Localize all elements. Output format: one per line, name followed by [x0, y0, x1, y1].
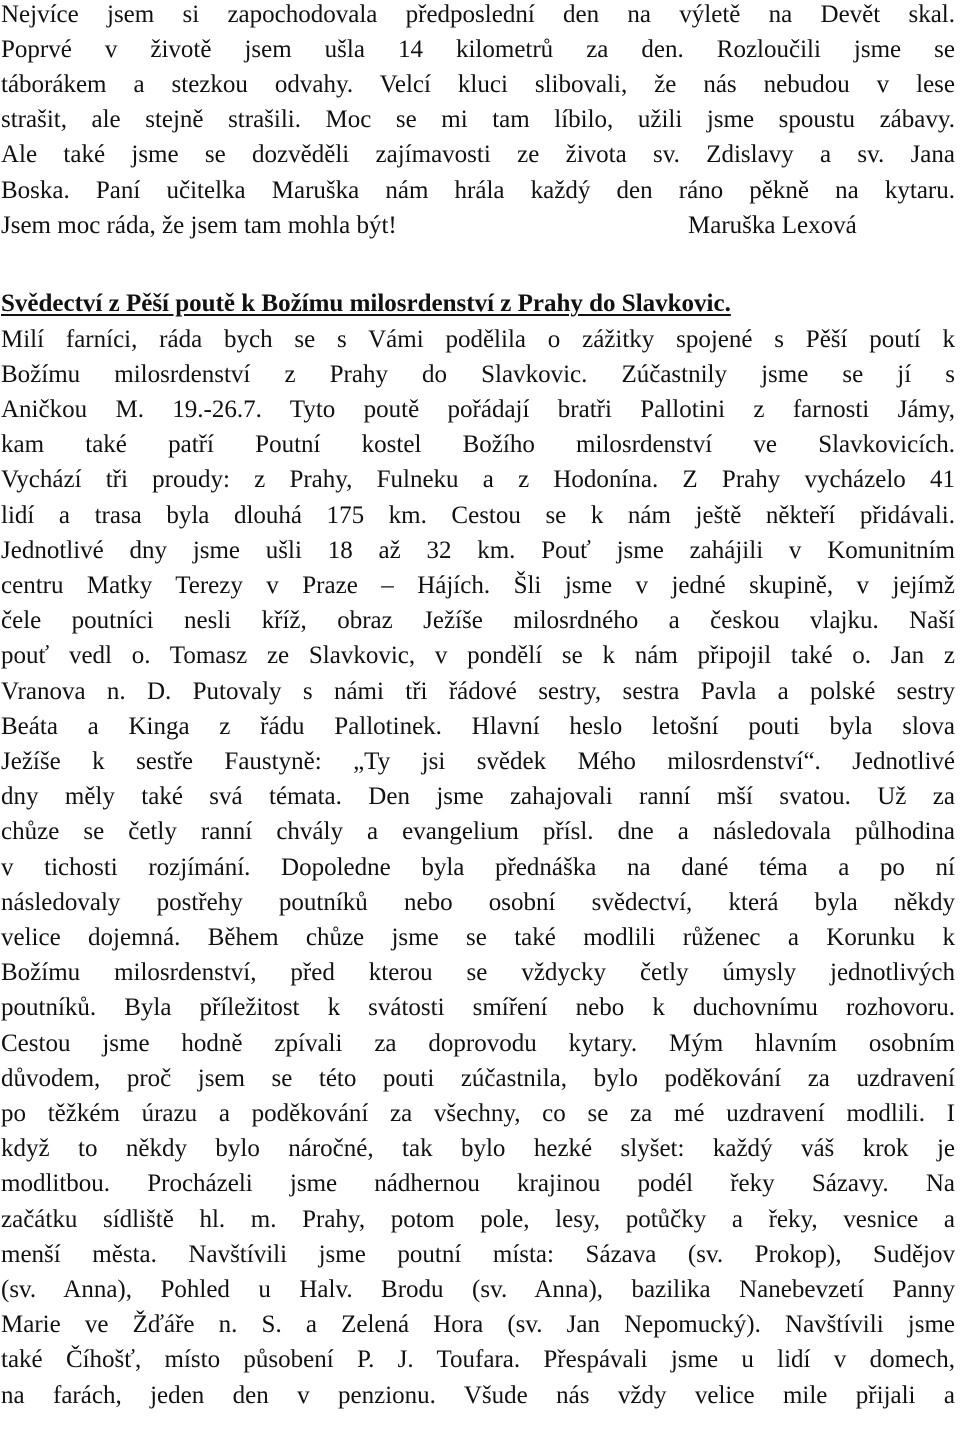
story1-line: Nejvíce jsem si zapochodovala předposlední den na výletě na Devět skal.: [1, 1, 955, 28]
story2-line: Milí farníci, ráda bych se s Vámi podělila o zážitky spojené s Pěší poutí k: [1, 326, 955, 353]
story2-line: Vychází tři proudy: z Prahy, Fulneku a z Hodonína. Z Prahy vycházelo 41: [1, 466, 955, 493]
story2-line: po těžkém úrazu a poděkování za všechny, co se za mé uzdravení modlili. I: [1, 1100, 955, 1127]
story2-line: začátku sídliště hl. m. Prahy, potom pole, lesy, potůčky a řeky, vesnice a: [1, 1206, 955, 1233]
story2-line: Božímu milosrdenství, před kterou se vždycky četly úmysly jednotlivých: [1, 959, 955, 986]
story2-line: velice dojemná. Během chůze jsme se také modlili růženec a Korunku k: [1, 924, 955, 951]
story2-line: pouť vedl o. Tomasz ze Slavkovic, v pondělí se k nám připojil také o. Jan z: [1, 642, 955, 669]
story2-line: dny měly také svá témata. Den jsme zahajovali ranní mší svatou. Už za: [1, 783, 955, 810]
story2-line: modlitbou. Procházeli jsme nádhernou krajinou podél řeky Sázavy. Na: [1, 1170, 955, 1197]
story2-line: menší města. Navštívili jsme poutní místa: Sázava (sv. Prokop), Sudějov: [1, 1241, 955, 1268]
story1-line: Poprvé v životě jsem ušla 14 kilometrů za den. Rozloučili jsme se: [1, 36, 955, 63]
story2-line: kam také patří Poutní kostel Božího milosrdenství ve Slavkovicích.: [1, 431, 955, 458]
story2-line: když to někdy bylo náročné, tak bylo hezké slyšet: každý váš krok je: [1, 1135, 955, 1162]
story2-line: Božímu milosrdenství z Prahy do Slavkovic. Zúčastnily jsme se jí s: [1, 361, 955, 388]
story1-line: Ale také jsme se dozvěděli zajímavosti ze života sv. Zdislavy a sv. Jana: [1, 141, 955, 168]
story1-line: Boska. Paní učitelka Maruška nám hrála každý den ráno pěkně na kytaru.: [1, 177, 955, 204]
story2-line: Cestou jsme hodně zpívali za doprovodu kytary. Mým hlavním osobním: [1, 1030, 955, 1057]
story2-line: lidí a trasa byla dlouhá 175 km. Cestou se k nám ještě někteří přidávali.: [1, 502, 955, 529]
story2-line: následovaly postřehy poutníků nebo osobní svědectví, která byla někdy: [1, 889, 955, 916]
story2-line: poutníků. Byla příležitost k svátosti smíření nebo k duchovnímu rozhovoru.: [1, 994, 955, 1021]
story2-line: také Číhošť, místo působení P. J. Toufara. Přespávali jsme u lidí v domech,: [1, 1346, 955, 1373]
story2-line: Jednotlivé dny jsme ušli 18 až 32 km. Pouť jsme zahájili v Komunitním: [1, 537, 955, 564]
story2-line: Vranova n. D. Putovaly s námi tři řádové sestry, sestra Pavla a polské sestry: [1, 678, 955, 705]
story1-line: Jsem moc ráda, že jsem tam mohla být!: [1, 212, 397, 239]
story2-line: chůze se četly ranní chvály a evangelium přísl. dne a následovala půlhodina: [1, 818, 955, 845]
story2-line: důvodem, proč jsem se této pouti zúčastnila, bylo poděkování za uzdravení: [1, 1065, 955, 1092]
story2-line: Marie ve Žďáře n. S. a Zelená Hora (sv. Jan Nepomucký). Navštívili jsme: [1, 1311, 955, 1338]
story2-line: čele poutníci nesli kříž, obraz Ježíše milosrdného a českou vlajku. Naší: [1, 607, 955, 634]
story1-line: táborákem a stezkou odvahy. Velcí kluci slibovali, že nás nebudou v lese: [1, 71, 955, 98]
story2-line: Ježíše k sestře Faustyně: „Ty jsi svědek Mého milosrdenství“. Jednotlivé: [1, 748, 955, 775]
story2-line: Aničkou M. 19.-26.7. Tyto poutě pořádají bratři Pallotini z farnosti Jámy,: [1, 396, 955, 423]
author-signature: Maruška Lexová: [688, 212, 857, 239]
story2-line: Beáta a Kinga z řádu Pallotinek. Hlavní heslo letošní pouti byla slova: [1, 713, 955, 740]
story2-line: v tichosti rozjímání. Dopoledne byla přednáška na dané téma a po ní: [1, 854, 955, 881]
story2-line: (sv. Anna), Pohled u Halv. Brodu (sv. Anna), bazilika Nanebevzetí Panny: [1, 1276, 955, 1303]
story1-line: strašit, ale stejně strašili. Moc se mi tam líbilo, užili jsme spoustu zábavy.: [1, 106, 955, 133]
story2-line: na farách, jeden den v penzionu. Všude nás vždy velice mile přijali a: [1, 1382, 955, 1409]
article-heading: Svědectví z Pěší poutě k Božímu milosrdenství z Prahy do Slavkovic.: [1, 290, 731, 317]
story2-line: centru Matky Terezy v Praze – Hájích. Šli jsme v jedné skupině, v jejímž: [1, 572, 955, 599]
